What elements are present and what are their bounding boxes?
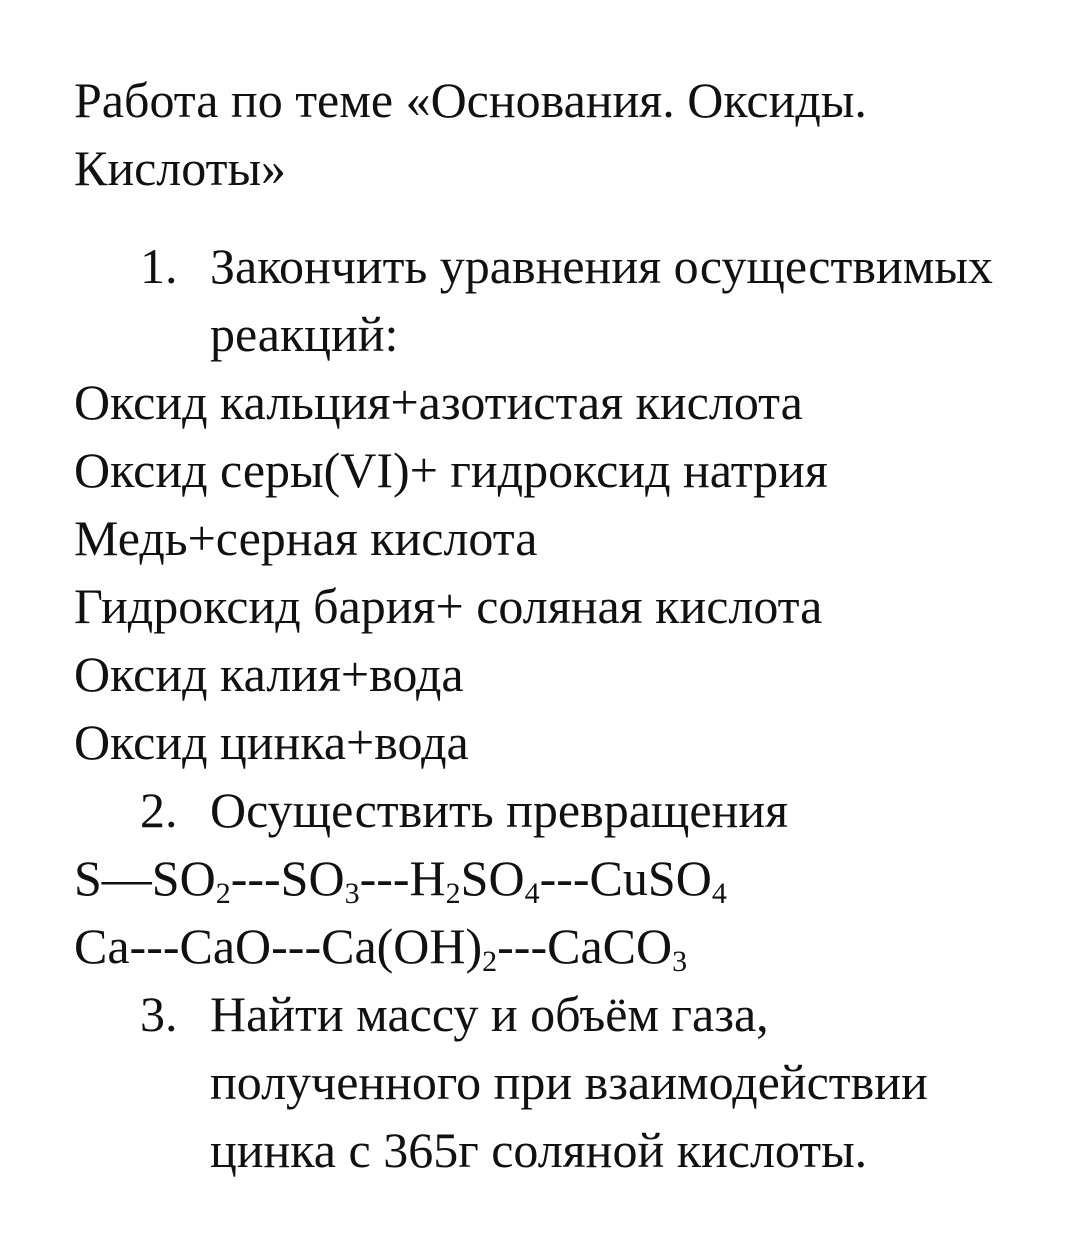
task-2-number: 2. — [140, 782, 178, 838]
task-1 — [74, 232, 1014, 368]
task-1-number: 1. — [140, 238, 178, 294]
document — [74, 66, 1014, 1184]
reaction-line: Медь+серная кислота — [74, 510, 538, 566]
reaction-line: Оксид серы(VI)+ гидроксид натрия — [74, 442, 828, 498]
task-2-text: Осуществить превращения — [210, 782, 789, 838]
task-3 — [74, 980, 1014, 1184]
reaction-line: Оксид цинка+вода — [74, 714, 469, 770]
transformation-chain-sulfur: $S—SO_2---SO_3---H_2SO_4---CuSO_4$ — [74, 850, 727, 910]
task-3-number: 3. — [140, 986, 178, 1042]
worksheet-title: Работа по теме «Основания. Оксиды. Кислоты» — [74, 72, 867, 196]
task-3-text: Найти массу и объём газа, полученного при взаимодействии цинка с 365г соляной кислоты. — [210, 986, 928, 1178]
reaction-line: Оксид калия+вода — [74, 646, 464, 702]
task-2 — [74, 776, 1014, 844]
transformation-chain-calcium: $Ca---CaO---Ca(OH)_2---CaCO_3$ — [74, 918, 688, 978]
task-1-text: Закончить уравнения осуществимых реакций: — [210, 238, 993, 362]
reaction-line: Оксид кальция+азотистая кислота — [74, 374, 803, 430]
reaction-line: Гидроксид бария+ соляная кислота — [74, 578, 823, 634]
